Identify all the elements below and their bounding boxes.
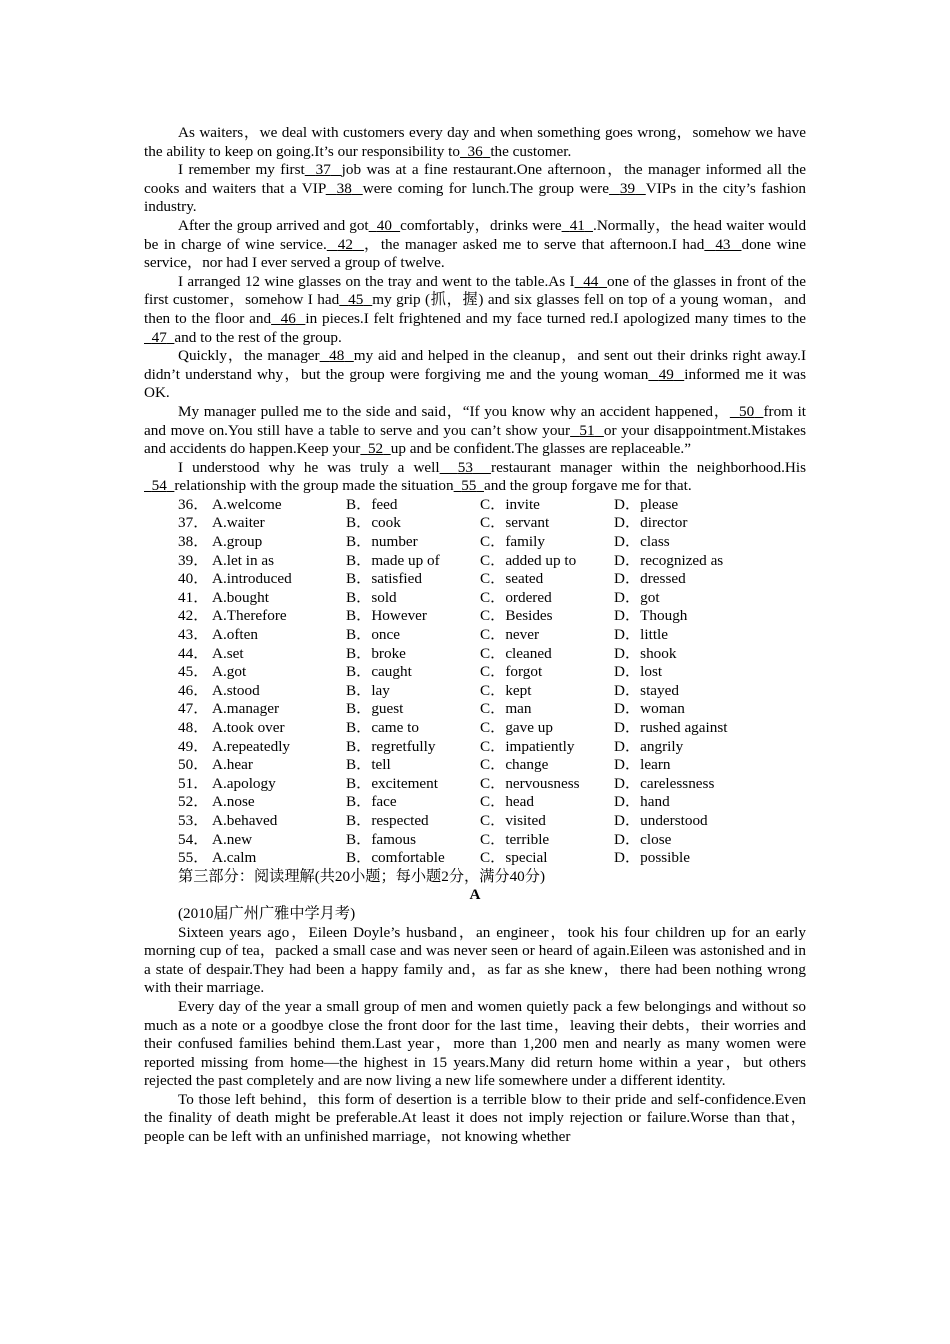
- option-row: [178, 682, 806, 701]
- option-row: [178, 663, 806, 682]
- option-b[interactable]: B．guest: [346, 700, 404, 718]
- cloze-paragraph-2: I remember my first 37 job was at a fine restaurant.One afternoon，the manager informed all the cooks and waiters that a VIP 38 were coming for lunch.The group were 39 VIPs in the city’s fashion industry.: [144, 161, 806, 216]
- option-row: [178, 793, 806, 812]
- blank-41[interactable]: 41: [569, 216, 585, 234]
- reading-paragraph-3: To those left behind，this form of desertion is a terrible blow to their pride and self-confidence.Even the finality of death might be preferable.At least it does not imply rejection or failure.Worse than that，people can be left with an unfinished marriage，not knowing whether: [144, 1090, 806, 1146]
- question-number: 53．: [178, 811, 209, 829]
- question-number: 40．: [178, 570, 209, 588]
- option-c[interactable]: C．nervousness: [480, 774, 580, 792]
- option-a[interactable]: A.repeatedly: [212, 737, 291, 755]
- option-a[interactable]: A.welcome: [212, 495, 282, 513]
- option-row: [178, 775, 806, 794]
- options-list: [178, 496, 806, 868]
- option-c[interactable]: C．terrible: [480, 830, 550, 848]
- option-d[interactable]: D．rushed against: [614, 719, 728, 736]
- option-d[interactable]: D．please: [614, 495, 679, 513]
- option-d[interactable]: D．woman: [614, 700, 685, 718]
- option-row: [178, 849, 806, 868]
- option-c[interactable]: C．servant: [480, 514, 550, 532]
- option-d[interactable]: D．dressed: [614, 570, 686, 588]
- option-a[interactable]: A.bought: [212, 588, 269, 606]
- cloze-passage: [144, 124, 806, 496]
- document-page: [144, 124, 806, 1147]
- option-d[interactable]: D．shook: [614, 644, 677, 662]
- cloze-paragraph-4: I arranged 12 wine glasses on the tray and went to the table.As I 44 one of the glasses in front of the first customer，somehow I had 45 my grip (抓，握) and six glasses fell on top of a young woman，and then to the floor and 46 in pieces.I felt frightened and my face turned red.I apologized many times to the 47 and to the rest of the group.: [144, 272, 807, 346]
- blank-43[interactable]: 43: [715, 235, 731, 253]
- option-d[interactable]: D．little: [614, 626, 668, 644]
- question-number: 41．: [178, 588, 209, 606]
- question-number: 51．: [178, 774, 209, 792]
- option-c[interactable]: C．forgot: [480, 663, 543, 681]
- option-a[interactable]: A.behaved: [212, 811, 278, 829]
- cloze-paragraph-1: As waiters，we deal with customers every day and when something goes wrong，somehow we have the ability to keep on going.It’s our responsibility to 36 the customer.: [144, 124, 806, 160]
- blank-36[interactable]: 36: [467, 142, 483, 160]
- option-row: [178, 607, 806, 626]
- option-d[interactable]: D．angrily: [614, 737, 684, 755]
- blank-39[interactable]: 39: [619, 179, 636, 197]
- option-row: [178, 589, 806, 608]
- passage-label: A: [469, 886, 481, 904]
- option-b[interactable]: B．sold: [346, 588, 397, 606]
- option-b[interactable]: B．famous: [346, 830, 417, 848]
- blank-49[interactable]: 49: [658, 365, 674, 383]
- option-a[interactable]: A.manager: [212, 700, 280, 718]
- option-b[interactable]: B．tell: [346, 756, 391, 774]
- option-b[interactable]: B．came to: [346, 719, 419, 736]
- option-c[interactable]: C．ordered: [480, 588, 552, 606]
- option-row: [178, 719, 806, 738]
- passage-source: (2010届广州广雅中学月考): [178, 904, 356, 922]
- option-d[interactable]: D．director: [614, 514, 688, 532]
- option-row: [178, 496, 806, 515]
- blank-50[interactable]: 50: [739, 402, 755, 420]
- option-b[interactable]: B．respected: [346, 811, 429, 829]
- option-c[interactable]: C．seated: [480, 570, 544, 588]
- option-a[interactable]: A.Therefore: [212, 607, 287, 625]
- question-number: 37．: [178, 514, 209, 532]
- blank-47[interactable]: 47: [151, 328, 167, 346]
- question-number: 47．: [178, 700, 209, 718]
- option-b[interactable]: B．excitement: [346, 774, 438, 792]
- blank-38[interactable]: 38: [336, 179, 352, 197]
- section-title: 第三部分：阅读理解(共20小题；每小题2分，满分40分): [178, 867, 546, 885]
- option-d[interactable]: D．stayed: [614, 681, 679, 699]
- option-row: [178, 700, 806, 719]
- option-b[interactable]: B．once: [346, 626, 400, 644]
- reading-paragraph-2: Every day of the year a small group of men and women quietly pack a few belongings and without so much as a note or a goodbye close the front door for the last time，leaving their debts，their worries and their confused families behind them.Last year，more than 1,200 men and nearly as many women were reported missing from home—the highest in 15 years.Many did return home within a year，but others rejected the past completely and are now living a new life somewhere under a different identity.: [144, 997, 806, 1090]
- blank-44[interactable]: 44: [583, 272, 599, 290]
- option-b[interactable]: B．made up of: [346, 551, 440, 569]
- question-number: 55．: [178, 849, 209, 867]
- blank-55[interactable]: 55: [461, 477, 477, 495]
- option-row: [178, 756, 806, 775]
- option-a[interactable]: A.nose: [212, 793, 255, 811]
- question-number: 42．: [178, 607, 209, 625]
- blank-51[interactable]: 51: [579, 421, 595, 439]
- option-d[interactable]: D．class: [614, 533, 670, 551]
- option-a[interactable]: A.calm: [212, 849, 257, 867]
- option-a[interactable]: A.let in as: [212, 551, 275, 569]
- blank-46[interactable]: 46: [280, 309, 296, 327]
- blank-37[interactable]: 37: [315, 161, 331, 179]
- option-c[interactable]: C．cleaned: [480, 644, 552, 662]
- option-a[interactable]: A.group: [212, 533, 263, 551]
- question-number: 43．: [178, 626, 209, 644]
- option-row: [178, 533, 806, 552]
- cloze-paragraph-5: Quickly，the manager 48 my aid and helped in the cleanup，and sent out their drinks right away.I didn’t understand why，but the group were forgiving me and the young woman 49 informed me it was OK.: [144, 347, 807, 402]
- option-d[interactable]: D．learn: [614, 756, 671, 774]
- question-number: 49．: [178, 737, 209, 755]
- option-c[interactable]: C．Besides: [480, 607, 553, 625]
- option-b[interactable]: B．comfortable: [346, 849, 445, 867]
- option-d[interactable]: D．understood: [614, 811, 708, 829]
- question-number: 50．: [178, 756, 209, 774]
- option-b[interactable]: B．number: [346, 533, 418, 551]
- option-a[interactable]: A.apology: [212, 774, 276, 792]
- option-b[interactable]: B．lay: [346, 681, 390, 699]
- option-row: [178, 812, 806, 831]
- option-a[interactable]: A.often: [212, 626, 258, 644]
- option-b[interactable]: B．However: [346, 607, 427, 625]
- option-d[interactable]: D．recognized as: [614, 551, 724, 569]
- blank-53[interactable]: 53: [457, 458, 473, 476]
- option-d[interactable]: D．possible: [614, 849, 690, 867]
- cloze-paragraph-6: My manager pulled me to the side and said，“If you know why an accident happened， 50 from it and move on.You still have a table to serve and you can’t show your 51 or your disappointment.Mistakes and accidents do happen.Keep your 52 up and be confident.The glasses are replaceable.”: [144, 402, 807, 458]
- option-c[interactable]: C．invite: [480, 495, 540, 513]
- option-row: [178, 738, 806, 757]
- option-a[interactable]: A.waiter: [212, 514, 265, 532]
- blank-48[interactable]: 48: [329, 347, 345, 365]
- question-number: 48．: [178, 719, 209, 736]
- option-d[interactable]: D．carelessness: [614, 774, 715, 792]
- question-number: 52．: [178, 793, 209, 811]
- option-a[interactable]: A.hear: [212, 756, 253, 774]
- option-b[interactable]: B．regretfully: [346, 737, 436, 755]
- option-b[interactable]: B．caught: [346, 663, 412, 681]
- option-c[interactable]: C．impatiently: [480, 737, 575, 755]
- option-a[interactable]: A.set: [212, 644, 244, 662]
- reading-paragraph-1: Sixteen years ago，Eileen Doyle’s husband，an engineer，took his four children up for an early morning cup of tea，packed a small case and was never seen or heard of again.Eileen was astonished and in a state of despair.They had been a happy family and，as far as she knew，there had been nothing wrong with their marriage.: [144, 923, 806, 997]
- option-c[interactable]: C．added up to: [480, 551, 577, 569]
- option-d[interactable]: D．hand: [614, 793, 670, 811]
- option-a[interactable]: A.got: [212, 663, 247, 681]
- option-b[interactable]: B．cook: [346, 514, 401, 532]
- option-d[interactable]: D．close: [614, 830, 672, 848]
- cloze-paragraph-3: After the group arrived and got 40 comfortably，drinks were 41 .Normally，the head waiter would be in charge of wine service. 42 ，the manager asked me to serve that afternoon.I had 43 done wine service，nor had I ever served a group of twelve.: [144, 216, 807, 272]
- question-number: 54．: [178, 830, 209, 848]
- option-a[interactable]: A.new: [212, 830, 253, 848]
- option-a[interactable]: A.stood: [212, 681, 260, 699]
- option-b[interactable]: B．satisfied: [346, 570, 422, 588]
- option-c[interactable]: C．head: [480, 793, 534, 811]
- blank-45[interactable]: 45: [348, 291, 364, 309]
- question-number: 39．: [178, 551, 209, 569]
- option-row: [178, 626, 806, 645]
- cloze-paragraph-7: I understood why he was truly a well 53 restaurant manager within the neighborhood.His 54 relationship with the group made the situation 55 and the group forgave me for that.: [144, 459, 806, 496]
- blank-42[interactable]: 42: [337, 235, 353, 253]
- blank-52[interactable]: 52: [367, 440, 384, 458]
- option-c[interactable]: C．change: [480, 756, 549, 774]
- question-number: 44．: [178, 644, 209, 662]
- blank-54[interactable]: 54: [151, 477, 167, 495]
- option-d[interactable]: D．Though: [614, 607, 688, 625]
- option-row: [178, 552, 806, 571]
- question-number: 46．: [178, 681, 209, 699]
- option-c[interactable]: C．special: [480, 849, 548, 867]
- option-b[interactable]: B．face: [346, 793, 397, 811]
- option-d[interactable]: D．lost: [614, 663, 663, 681]
- option-row: [178, 570, 806, 589]
- option-b[interactable]: B．broke: [346, 644, 406, 662]
- question-number: 38．: [178, 533, 209, 551]
- option-c[interactable]: C．never: [480, 626, 540, 644]
- option-c[interactable]: C．visited: [480, 811, 546, 829]
- option-c[interactable]: C．kept: [480, 681, 532, 699]
- question-number: 36．: [178, 495, 209, 513]
- option-a[interactable]: A.took over: [212, 719, 285, 736]
- option-c[interactable]: C．family: [480, 533, 545, 551]
- question-number: 45．: [178, 663, 209, 681]
- option-d[interactable]: D．got: [614, 588, 660, 606]
- blank-40[interactable]: 40: [376, 216, 392, 234]
- option-b[interactable]: B．feed: [346, 495, 398, 513]
- option-row: [178, 831, 806, 850]
- option-a[interactable]: A.introduced: [212, 570, 292, 588]
- option-row: [178, 514, 806, 533]
- option-c[interactable]: C．gave up: [480, 719, 553, 736]
- option-row: [178, 645, 806, 664]
- option-c[interactable]: C．man: [480, 700, 532, 718]
